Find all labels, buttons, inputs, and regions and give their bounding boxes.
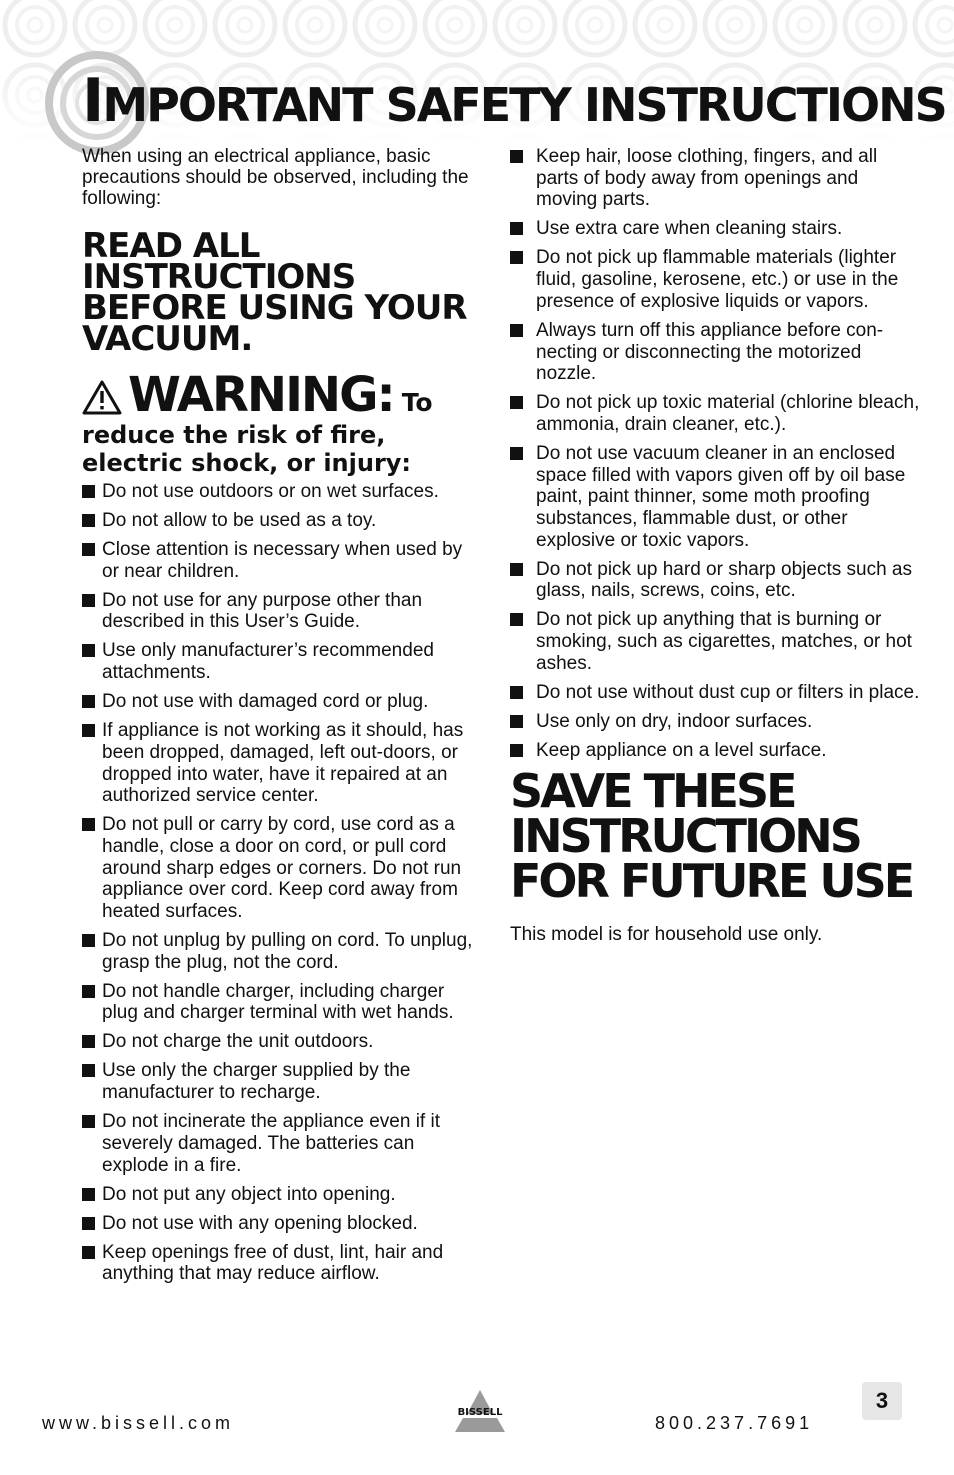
warning-to: To — [401, 388, 433, 417]
left-instruction-item-text: Do not put any object into opening. — [102, 1183, 396, 1205]
right-instruction-item-text: Use only on dry, indoor surfaces. — [536, 710, 813, 732]
right-instruction-item-text: Keep hair, loose clothing, fingers, and all parts of body away from openings and moving parts. — [536, 146, 878, 211]
right-instruction-item-text: Do not use vacuum cleaner in an enclosed space filled with vapors given off by oil base paint, paint thinner, some moth proofing substances, flammable dust, or other explosive or toxic vapors. — [536, 442, 906, 551]
warning-word: WARNING: — [128, 367, 394, 423]
bullet-square-icon — [82, 724, 95, 737]
left-instruction-item — [82, 1213, 482, 1235]
page-title — [82, 66, 946, 136]
bullet-square-icon — [82, 1035, 95, 1048]
save-instructions-heading — [510, 763, 920, 908]
bullet-square-icon — [82, 594, 95, 607]
left-instruction-item-text: Do not use outdoors or on wet surfaces. — [102, 481, 439, 502]
right-instruction-item — [510, 443, 920, 552]
bullet-square-icon — [510, 222, 523, 235]
left-instruction-item — [82, 1184, 482, 1206]
right-instruction-item-text: Use extra care when cleaning stairs. — [536, 218, 843, 240]
right-instruction-item — [510, 247, 920, 312]
right-instruction-item-text: Do not pick up anything that is burning or smoking, such as cigarettes, matches, or hot ashes. — [536, 609, 912, 674]
left-instruction-item — [82, 1242, 482, 1285]
bullet-square-icon — [82, 644, 95, 657]
save-line-3: FOR FUTURE USE — [510, 853, 913, 908]
bullet-square-icon — [82, 1115, 95, 1128]
left-instruction-item-text: Use only manufacturer’s recommended attachments. — [102, 640, 434, 684]
left-instruction-item — [82, 930, 482, 973]
left-instruction-item-text: Do not incinerate the appliance even if it severely damaged. The batteries can explode in a fire. — [102, 1111, 440, 1176]
warning-subheading: reduce the risk of fire, electric shock, or injury: — [82, 421, 412, 477]
phone-number: 800.237.7691 — [655, 1413, 814, 1433]
right-instruction-item-text: Keep appliance on a level surface. — [536, 739, 827, 761]
bullet-square-icon — [510, 686, 523, 699]
right-instruction-item — [510, 320, 920, 385]
bullet-square-icon — [82, 1064, 95, 1077]
left-instruction-item — [82, 1031, 482, 1053]
page-number: 3 — [862, 1382, 902, 1420]
left-column — [82, 146, 482, 1292]
bullet-square-icon — [82, 1246, 95, 1259]
right-instruction-item — [510, 609, 920, 674]
save-line-2: INSTRUCTIONS — [510, 808, 860, 863]
left-instruction-item-text: Keep openings free of dust, lint, hair and anything that may reduce airflow. — [102, 1241, 444, 1285]
left-instruction-item — [82, 539, 482, 582]
bullet-square-icon — [510, 396, 523, 409]
left-instruction-item — [82, 691, 482, 713]
right-instruction-item — [510, 559, 920, 602]
bissell-logo — [447, 1388, 513, 1432]
title-initial: I — [82, 66, 103, 136]
save-line-1: SAVE THESE — [510, 763, 795, 818]
right-instruction-item — [510, 711, 920, 733]
left-instruction-item-text: Do not use with damaged cord or plug. — [102, 691, 429, 713]
bullet-square-icon — [82, 985, 95, 998]
left-instruction-item-text: Use only the charger supplied by the manufacturer to recharge. — [102, 1060, 411, 1104]
right-column — [510, 146, 920, 946]
left-instruction-item-text: Do not unplug by pulling on cord. To unplug, grasp the plug, not the cord. — [102, 930, 473, 973]
bullet-square-icon — [510, 563, 523, 576]
bullet-square-icon — [510, 744, 523, 757]
bullet-square-icon — [82, 514, 95, 527]
left-instruction-item — [82, 814, 482, 923]
left-instruction-item-text: Close attention is necessary when used by or near children. — [102, 539, 463, 582]
left-instruction-item — [82, 981, 482, 1024]
left-instruction-item-text: Do not use for any purpose other than described in this User’s Guide. — [102, 589, 423, 633]
left-instruction-item-text: Do not pull or carry by cord, use cord as a handle, close a door on cord, or pull cord around sharp edges or corners. Do not run appliance over cord. Keep cord away from heated surfaces. — [102, 814, 462, 923]
bullet-square-icon — [82, 818, 95, 831]
right-instruction-item — [510, 218, 920, 240]
left-instruction-item — [82, 1060, 482, 1103]
right-instruction-item-text: Do not pick up flammable materials (lighter fluid, gasoline, kerosene, etc.) or use in the presence of explosive liquids or vapors. — [536, 247, 899, 312]
warning-heading — [82, 367, 482, 423]
left-instruction-item-text: If appliance is not working as it should, has been dropped, damaged, left out-doors, or dropped into water, have it repaired at an authorized service center. — [102, 720, 464, 807]
right-instructions-list — [510, 146, 920, 762]
bullet-square-icon — [510, 324, 523, 337]
intro-text: When using an electrical appliance, basic precautions should be observed, including the following: — [82, 146, 469, 209]
bullet-square-icon — [82, 934, 95, 947]
bullet-square-icon — [510, 251, 523, 264]
left-instruction-item — [82, 481, 482, 503]
read-all-heading: READ ALL INSTRUCTIONS BEFORE USING YOUR VACUUM. — [82, 226, 467, 359]
bullet-square-icon — [510, 447, 523, 460]
right-instruction-item-text: Do not pick up toxic material (chlorine bleach, ammonia, drain cleaner, etc.). — [536, 392, 920, 435]
bissell-brand-text: BISSELL — [457, 1407, 503, 1418]
bullet-square-icon — [82, 485, 95, 498]
left-instruction-item — [82, 590, 482, 633]
right-instruction-item — [510, 740, 920, 762]
bullet-square-icon — [510, 715, 523, 728]
bullet-square-icon — [510, 613, 523, 626]
left-instruction-item — [82, 1111, 482, 1176]
left-instruction-item-text: Do not handle charger, including charger plug and charger terminal with wet hands. — [102, 980, 454, 1024]
right-instruction-item — [510, 146, 920, 211]
left-instruction-item-text: Do not use with any opening blocked. — [102, 1212, 418, 1234]
right-instruction-item — [510, 682, 920, 704]
bullet-square-icon — [82, 1188, 95, 1201]
title-rest: MPORTANT SAFETY INSTRUCTIONS — [102, 78, 946, 132]
household-use-note: This model is for household use only. — [510, 923, 823, 945]
bullet-square-icon — [82, 695, 95, 708]
website-link[interactable]: www.bissell.com — [42, 1413, 235, 1433]
bullet-square-icon — [82, 543, 95, 556]
left-instruction-item-text: Do not allow to be used as a toy. — [102, 510, 377, 531]
bullet-square-icon — [510, 150, 523, 163]
left-instruction-item-text: Do not charge the unit outdoors. — [102, 1031, 374, 1053]
bullet-square-icon — [82, 1217, 95, 1230]
left-instruction-item — [82, 510, 482, 532]
left-instruction-item — [82, 640, 482, 683]
left-instructions-list — [82, 481, 482, 1285]
right-instruction-item-text: Do not pick up hard or sharp objects such as glass, nails, screws, coins, etc. — [536, 558, 912, 602]
warning-triangle-icon — [82, 379, 122, 415]
right-instruction-item — [510, 392, 920, 435]
right-instruction-item-text: Always turn off this appliance before con-necting or disconnecting the motorized nozzle. — [536, 319, 884, 385]
right-instruction-item-text: Do not use without dust cup or filters in place. — [536, 681, 920, 703]
left-instruction-item — [82, 720, 482, 807]
